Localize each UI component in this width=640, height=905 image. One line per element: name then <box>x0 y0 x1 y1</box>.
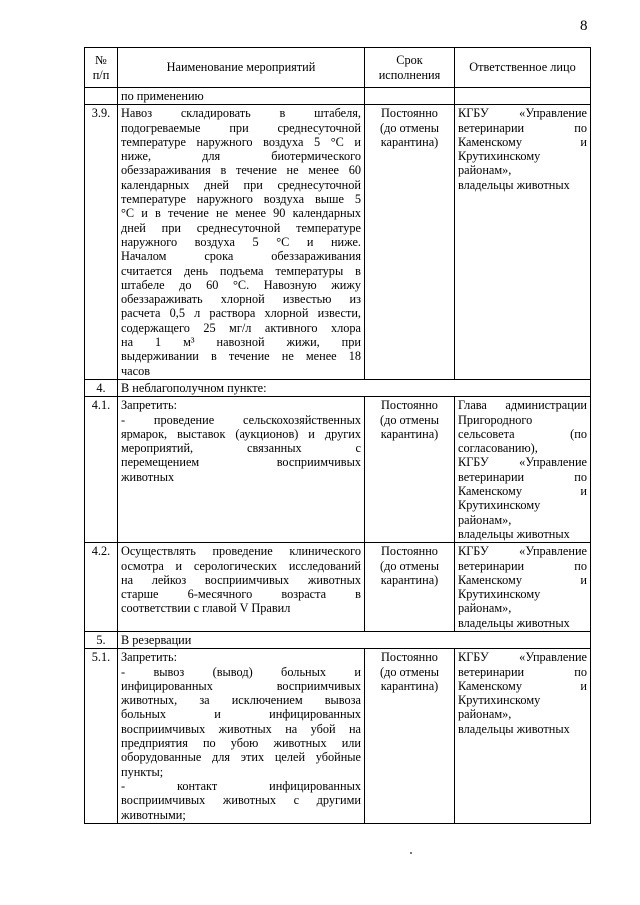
text-line: владельцы животных <box>458 721 570 736</box>
text-line: штабеле до 60 °С. Навозную жижу <box>121 277 361 292</box>
page-number: 8 <box>580 18 588 34</box>
row-term <box>365 543 455 632</box>
responsible-text <box>458 106 587 192</box>
row-number: 4.1. <box>85 397 118 543</box>
text-line: ветеринарии по <box>458 558 587 573</box>
measure-text <box>121 398 361 484</box>
text-line: Осуществлять проведение клинического <box>121 544 361 559</box>
text-line: мероприятий, связанных с <box>121 441 361 456</box>
text-line: дней при среднесуточной температуре <box>121 220 361 235</box>
text-line: соответствии с главой V Правил <box>121 601 291 616</box>
responsible-text <box>458 650 587 736</box>
text-line: Запретить: <box>121 650 177 665</box>
table-row <box>85 543 591 632</box>
table-row <box>85 397 591 543</box>
row-measure <box>118 649 365 824</box>
text-line: больных и инфицированных <box>121 707 361 722</box>
measure-text <box>121 106 361 378</box>
text-line: - вывоз (вывод) больных и <box>121 664 361 679</box>
text-line: температуре наружного воздуха 5 °С и <box>121 134 361 149</box>
row-term <box>365 649 455 824</box>
row-measure <box>118 397 365 543</box>
header-responsible-text: Ответственное лицо <box>469 60 576 75</box>
text-line: расчета 0,5 л раствора хлорной извести, <box>121 306 361 321</box>
text-line: ветеринарии по <box>458 469 587 484</box>
text-line: Запретить: <box>121 398 177 413</box>
responsible-text <box>458 398 587 541</box>
row-responsible <box>455 543 591 632</box>
text-line: районам», <box>458 601 512 616</box>
text-line: Каменскому и <box>458 484 587 499</box>
text-line: выдерживании в течение не менее 18 <box>121 349 361 364</box>
text-line: животными; <box>121 807 186 822</box>
text-line: - проведение сельскохозяйственных <box>121 412 361 427</box>
text-line: согласованию), <box>458 441 538 456</box>
text-line: КГБУ «Управление <box>458 544 587 559</box>
row-measure <box>118 543 365 632</box>
responsible-text <box>458 544 587 630</box>
term-text: Постоянно (до отмены карантина) <box>379 650 440 693</box>
term-text: Постоянно (до отмены карантина) <box>379 398 440 441</box>
text-line: часов <box>121 363 151 378</box>
text-line: владельцы животных <box>458 615 570 630</box>
text-line: районам», <box>458 163 512 178</box>
measure-text <box>121 650 361 822</box>
text-line: обеззараживать хлорной известью из <box>121 292 361 307</box>
term-text: Постоянно (до отмены карантина) <box>379 106 440 149</box>
text-line: владельцы животных <box>458 177 570 192</box>
table-row <box>85 105 591 380</box>
text-line: °С и в течение не менее 90 календарных <box>121 206 361 221</box>
text-line: - контакт инфицированных <box>121 778 361 793</box>
header-term-text: Срок исполнения <box>378 53 441 82</box>
text-line: на лейкоз восприимчивых животных <box>121 572 361 587</box>
table-header-row <box>85 48 591 88</box>
text-line: подогреваемые при среднесуточной <box>121 120 361 135</box>
text-line: Началом срока обеззараживания <box>121 249 361 264</box>
text-line: календарных дней при среднесуточной <box>121 177 361 192</box>
header-num <box>85 48 118 88</box>
row-responsible <box>455 105 591 380</box>
header-responsible <box>455 48 591 88</box>
text-line: восприимчивых животных на убой на <box>121 721 361 736</box>
text-line: КГБУ «Управление <box>458 650 587 665</box>
continuation-text: по применению <box>118 88 365 105</box>
text-line: Пригородного <box>458 412 533 427</box>
text-line: пункты; <box>121 764 164 779</box>
section-title: В резервации <box>118 631 591 648</box>
text-line: обеззараживания в течение не менее 60 <box>121 163 361 178</box>
row-term <box>365 397 455 543</box>
text-line: перемещением восприимчивых <box>121 455 361 470</box>
text-line: животных, за исключением вывоза <box>121 693 361 708</box>
row-responsible <box>455 397 591 543</box>
continuation-row <box>85 88 591 105</box>
text-line: сельсовета (по <box>458 426 587 441</box>
text-line: инфицированных восприимчивых <box>121 678 361 693</box>
section-number: 5. <box>85 631 118 648</box>
text-line: Каменскому и <box>458 134 587 149</box>
text-line: старше 6-месячного возраста в <box>121 587 361 602</box>
text-line: наружного воздуха 5 °С и ниже. <box>121 234 361 249</box>
section-row <box>85 631 591 648</box>
term-text: Постоянно (до отмены карантина) <box>379 544 440 587</box>
text-line: Каменскому и <box>458 572 587 587</box>
text-line: Крутихинскому <box>458 498 541 513</box>
measures-table <box>84 47 591 824</box>
table-cell <box>85 88 118 105</box>
text-line: ветеринарии по <box>458 664 587 679</box>
section-row <box>85 379 591 396</box>
text-line: Глава администрации <box>458 398 587 413</box>
text-line: осмотра и серологических исследований <box>121 558 361 573</box>
text-line: Навоз складировать в штабеля, <box>121 106 361 121</box>
header-name-text: Наименование мероприятий <box>166 60 316 75</box>
row-number: 3.9. <box>85 105 118 380</box>
text-line: КГБУ «Управление <box>458 455 587 470</box>
text-line: Каменскому и <box>458 678 587 693</box>
text-line: районам», <box>458 512 512 527</box>
text-line: оборудованные для этих целей убойные <box>121 750 361 765</box>
text-line: предприятия по убою животных или <box>121 736 361 751</box>
row-term <box>365 105 455 380</box>
section-title: В неблагополучном пункте: <box>118 379 591 396</box>
text-line: температуре наружного воздуха выше 5 <box>121 192 361 207</box>
text-line: Крутихинскому <box>458 149 541 164</box>
section-number: 4. <box>85 379 118 396</box>
header-name <box>118 48 365 88</box>
text-line: содержащего 25 мг/л активного хлора <box>121 320 361 335</box>
text-line: владельцы животных <box>458 526 570 541</box>
text-line: считается день подъема температуры в <box>121 263 361 278</box>
text-line: ниже, для биотермического <box>121 149 361 164</box>
text-line: животных <box>121 469 175 484</box>
text-line: ветеринарии по <box>458 120 587 135</box>
table-cell <box>455 88 591 105</box>
header-term <box>365 48 455 88</box>
table-cell <box>365 88 455 105</box>
row-number: 5.1. <box>85 649 118 824</box>
header-num-text: № п/п <box>92 53 110 82</box>
text-line: КГБУ «Управление <box>458 106 587 121</box>
text-line: Крутихинскому <box>458 693 541 708</box>
text-line: восприимчивых животных с другими <box>121 793 361 808</box>
text-line: на 1 м³ навозной жижи, при <box>121 335 361 350</box>
row-responsible <box>455 649 591 824</box>
text-line: ярмарок, выставок (аукционов) и других <box>121 426 361 441</box>
scan-speck <box>410 852 412 854</box>
row-measure <box>118 105 365 380</box>
measure-text <box>121 544 361 615</box>
row-number: 4.2. <box>85 543 118 632</box>
text-line: Крутихинскому <box>458 587 541 602</box>
table-row <box>85 649 591 824</box>
text-line: районам», <box>458 707 512 722</box>
